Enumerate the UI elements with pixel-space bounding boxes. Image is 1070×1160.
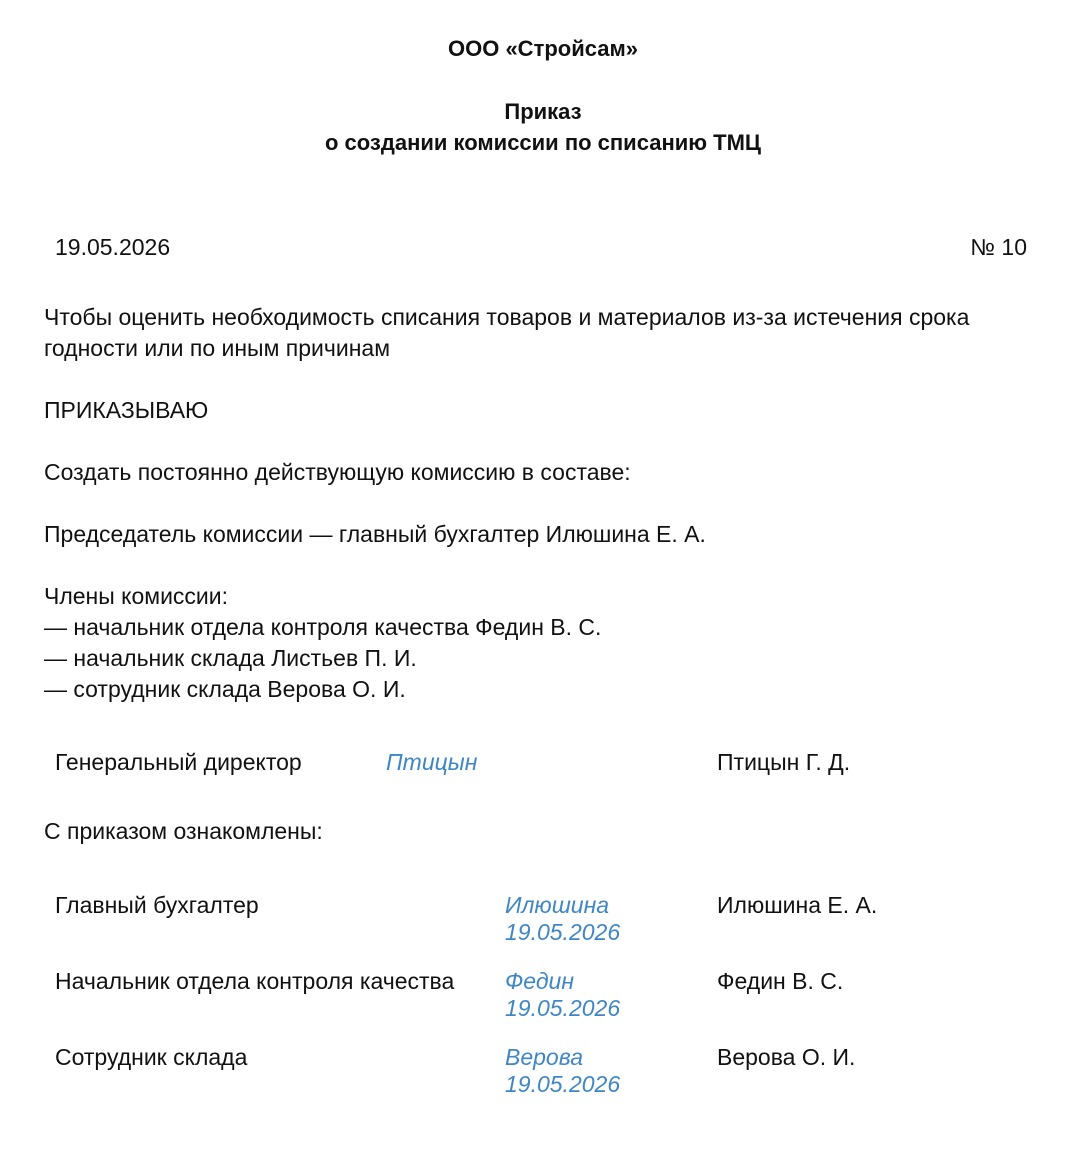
preamble-line-1: Чтобы оценить необходимость списания товаров и материалов из-за истечения срока bbox=[44, 304, 970, 330]
director-signature: Птицын bbox=[386, 749, 478, 775]
order-number: № 10 bbox=[970, 234, 1027, 260]
preamble-line-2: годности или по иным причинам bbox=[44, 335, 391, 361]
company-name: ООО «Стройсам» bbox=[448, 36, 638, 61]
ack-sign-date: 19.05.2026 bbox=[505, 995, 621, 1021]
ack-name: Верова О. И. bbox=[717, 1044, 856, 1070]
document-subtitle: о создании комиссии по списанию ТМЦ bbox=[325, 130, 761, 155]
chairman-text: Председатель комиссии — главный бухгалтер Илюшина Е. А. bbox=[44, 521, 706, 547]
director-position: Генеральный директор bbox=[55, 749, 302, 775]
ack-name: Илюшина Е. А. bbox=[717, 892, 878, 918]
ack-sign-date: 19.05.2026 bbox=[505, 919, 621, 945]
ack-name: Федин В. С. bbox=[717, 968, 844, 994]
ack-signature: Илюшина bbox=[505, 892, 610, 918]
member-item: — начальник отдела контроля качества Федин В. С. bbox=[44, 614, 602, 640]
ack-signature: Верова bbox=[505, 1044, 584, 1070]
ack-signature: Федин bbox=[505, 968, 574, 994]
ack-position: Начальник отдела контроля качества bbox=[55, 968, 455, 994]
director-name: Птицын Г. Д. bbox=[717, 749, 851, 775]
member-item: — сотрудник склада Верова О. И. bbox=[44, 676, 406, 702]
members-heading: Члены комиссии: bbox=[44, 583, 229, 609]
member-item: — начальник склада Листьев П. И. bbox=[44, 645, 417, 671]
order-word: ПРИКАЗЫВАЮ bbox=[44, 397, 209, 423]
ack-position: Главный бухгалтер bbox=[55, 892, 259, 918]
create-commission-text: Создать постоянно действующую комиссию в составе: bbox=[44, 459, 631, 485]
ack-sign-date: 19.05.2026 bbox=[505, 1071, 621, 1097]
order-date: 19.05.2026 bbox=[55, 234, 171, 260]
document-title: Приказ bbox=[504, 99, 582, 124]
acknowledged-heading: С приказом ознакомлены: bbox=[44, 818, 323, 844]
ack-position: Сотрудник склада bbox=[55, 1044, 248, 1070]
